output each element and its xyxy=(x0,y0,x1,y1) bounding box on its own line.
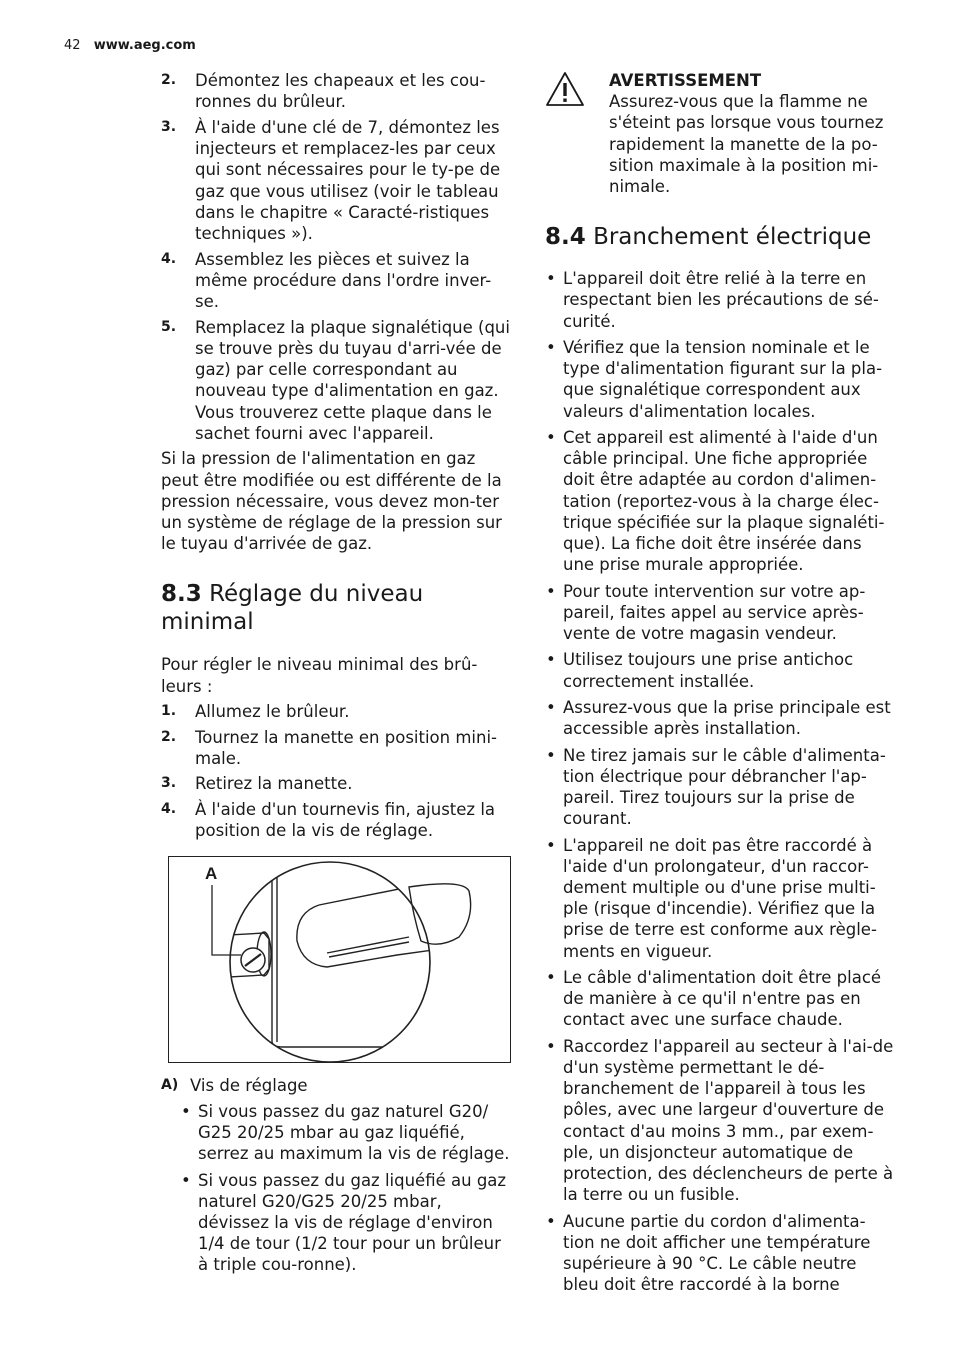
step-text: Allumez le brûleur. xyxy=(195,701,350,721)
caption-text: Vis de réglage xyxy=(190,1075,308,1095)
section-title: Réglage du niveau minimal xyxy=(161,581,424,636)
warning-text: Assurez-vous que la flamme ne s'éteint pas lorsque vous tournez rapidement la manette de la po-sition maximale à la position mi-nimale. xyxy=(609,92,884,197)
step-number: 5. xyxy=(161,318,177,335)
section-heading-8-4 xyxy=(545,223,897,251)
list-item xyxy=(161,773,513,794)
gas-bullets xyxy=(161,1101,513,1276)
list-item xyxy=(161,701,513,722)
list-item xyxy=(161,249,513,313)
section-number: 8.3 xyxy=(161,581,202,608)
electrical-bullets xyxy=(545,268,897,1295)
warning-box xyxy=(545,70,897,197)
step-number: 3. xyxy=(161,118,177,135)
list-item: • Cet appareil est alimenté à l'aide d'un câble principal. Une fiche appropriée doit être adaptée au cordon d'alimen-tation (reportez-vous à la charge élec-trique spécifiée sur la plaque signaléti-que). La fiche doit être insérée dans une prise murale appropriée. xyxy=(545,427,897,575)
warning-triangle-icon xyxy=(545,71,585,112)
list-item: • Pour toute intervention sur votre ap-pareil, faites appel au service après-vente de votre magasin vendeur. xyxy=(545,581,897,645)
step-text: Retirez la manette. xyxy=(195,774,353,794)
list-item: • L'appareil ne doit pas être raccordé à l'aide d'un prolongateur, d'un raccor-dement multiple ou d'une prise multi-ple (risque d'incendie). Vérifiez que la prise de terre est conforme aux règle-ments en vigueur. xyxy=(545,835,897,962)
list-item: • Le câble d'alimentation doit être placé de manière à ce qu'il n'entre pas en contact avec une surface chaude. xyxy=(545,967,897,1031)
burner-screw-illustration xyxy=(168,856,511,1063)
page-number: 42 xyxy=(64,38,81,53)
step-text: À l'aide d'un tournevis fin, ajustez la position de la vis de réglage. xyxy=(195,800,496,841)
list-item xyxy=(161,727,513,769)
list-item: • Vérifiez que la tension nominale et le type d'alimentation figurant sur la pla-que signalétique correspondent aux valeurs d'alimentation locales. xyxy=(545,337,897,422)
website-link[interactable]: www.aeg.com xyxy=(93,38,196,53)
list-item: • Ne tirez jamais sur le câble d'alimenta-tion électrique pour débrancher l'ap-pareil. Tirez toujours sur la prise de courant. xyxy=(545,745,897,830)
intro-text: Pour régler le niveau minimal des brû-leurs : xyxy=(161,655,478,696)
section-number: 8.4 xyxy=(545,224,586,251)
list-item: • Aucune partie du cordon d'alimenta-tion ne doit afficher une température supérieure à 90 °C. Le câble neutre bleu doit être raccordé à la borne xyxy=(545,1211,897,1296)
warning-title: AVERTISSEMENT xyxy=(609,71,762,90)
step-text: Assemblez les pièces et suivez la même procédure dans l'ordre inver-se. xyxy=(195,249,492,312)
list-item: • Si vous passez du gaz naturel G20/ G25 20/25 mbar au gaz liquéfié, serrez au maximum la vis de réglage. xyxy=(180,1101,513,1165)
list-item: • Utilisez toujours une prise antichoc correctement installée. xyxy=(545,649,897,691)
step-number: 1. xyxy=(161,702,177,719)
section-heading-8-3 xyxy=(161,580,513,636)
list-item: • Si vous passez du gaz liquéfié au gaz naturel G20/G25 20/25 mbar, dévissez la vis de réglage d'environ 1/4 de tour (1/2 tour pour un brûleur à triple cou-ronne). xyxy=(180,1170,513,1276)
list-item xyxy=(161,317,513,444)
list-item: • Assurez-vous que la prise principale est accessible après installation. xyxy=(545,697,897,739)
step-number: 4. xyxy=(161,250,177,267)
page-header xyxy=(64,38,196,53)
step-text: À l'aide d'une clé de 7, démontez les injecteurs et remplacez-les par ceux qui sont nécessaires pour le ty-pe de gaz que vous utilisez (voir le tableau dans le chapitre « Caracté-ristiques techniques »). xyxy=(195,117,501,243)
step-number: 3. xyxy=(161,775,177,792)
step-text: Démontez les chapeaux et les cou-ronnes du brûleur. xyxy=(195,71,486,112)
list-item: • L'appareil doit être relié à la terre en respectant bien les précautions de sé-curité. xyxy=(545,268,897,332)
list-item xyxy=(161,799,513,841)
step-number: 2. xyxy=(161,72,177,88)
caption-key: A) xyxy=(161,1076,179,1093)
section-title: Branchement électrique xyxy=(593,224,872,251)
step-number: 4. xyxy=(161,801,177,818)
right-column xyxy=(545,70,897,1301)
list-item xyxy=(161,70,513,112)
burner-knob-diagram xyxy=(169,857,510,1062)
step-number: 2. xyxy=(161,728,177,745)
pressure-note: Si la pression de l'alimentation en gaz peut être modifiée ou est différente de la pression nécessaire, vous devez mon-ter un système de réglage de la pression sur le tuyau d'arrivée de gaz. xyxy=(161,449,502,554)
steps-8-3-list xyxy=(161,701,513,842)
steps-top-list xyxy=(161,70,513,444)
list-item: • Raccordez l'appareil au secteur à l'ai-de d'un système permettant le dé-branchement de l'appareil à tous les pôles, avec une largeur d'ouverture de contact d'au moins 3 mm., par exem-ple, un disjoncteur automatique de protection, des déclencheurs de perte à la terre ou un fusible. xyxy=(545,1036,897,1206)
left-column xyxy=(161,70,513,1281)
step-text: Remplacez la plaque signalétique (qui se trouve près du tuyau d'arri-vée de gaz) par celle correspondant au nouveau type d'alimentation en gaz. Vous trouverez cette plaque dans le sachet fourni avec l'appareil. xyxy=(195,317,510,443)
figure-caption xyxy=(161,1075,513,1096)
list-item xyxy=(161,117,513,244)
figure-label-a: A xyxy=(205,863,218,883)
step-text: Tournez la manette en position mini-male. xyxy=(195,727,498,768)
